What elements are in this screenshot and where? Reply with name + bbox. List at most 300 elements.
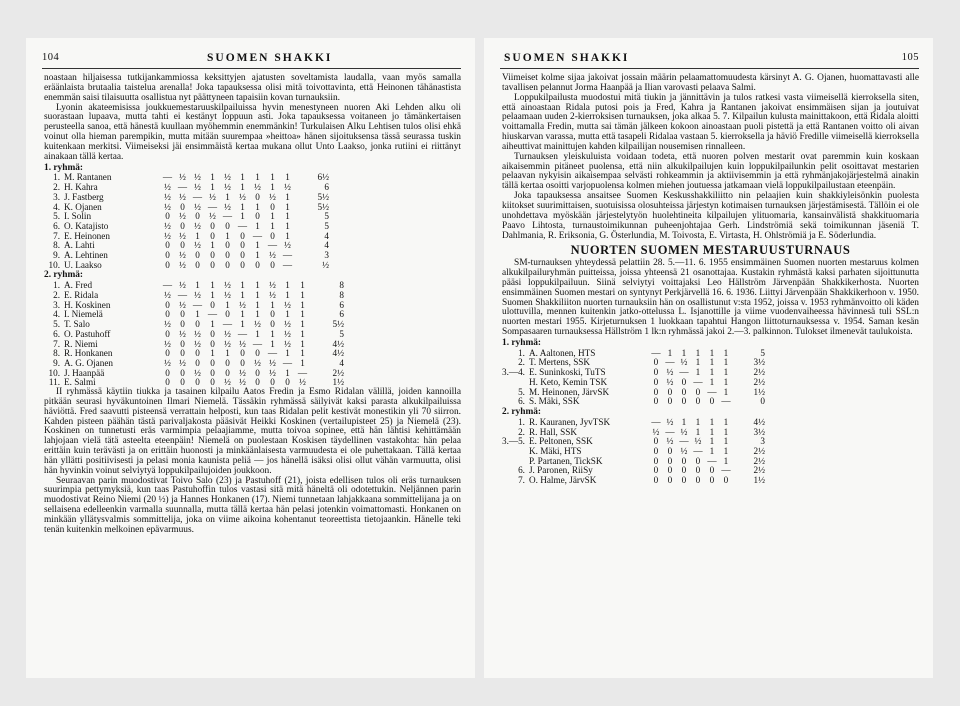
score-cell: ½ — [239, 338, 246, 349]
score-cell: 0 — [695, 455, 701, 466]
score-cell: 0 — [180, 201, 185, 212]
player-name-cell: M. Rantanen — [64, 172, 112, 183]
score-cell: 1 — [285, 172, 290, 183]
player-name-cell: J. Haanpää — [64, 367, 105, 378]
total-cell: 5 — [760, 347, 765, 358]
score-cell: 0 — [681, 396, 687, 407]
score-cell: 1 — [709, 357, 715, 368]
score-cell: 1 — [681, 416, 687, 427]
rank-cell: 5. — [53, 319, 60, 330]
score-cell: ½ — [254, 182, 261, 193]
rank-cell: 4. — [53, 201, 60, 212]
score-cell: 0 — [180, 309, 185, 320]
score-cell: — — [282, 357, 293, 368]
total-cell: 2½ — [753, 367, 765, 378]
score-cell: 1 — [723, 445, 729, 456]
score-cell: 1 — [285, 290, 290, 301]
score-cell: 1 — [195, 309, 200, 320]
rank-cell: 2. — [518, 426, 525, 437]
score-cell: — — [665, 426, 675, 437]
score-cell: 1 — [255, 299, 260, 310]
total-cell: 5 — [324, 211, 329, 222]
score-cell: 0 — [255, 191, 260, 202]
player-name-cell: A. Aaltonen, HTS — [528, 347, 596, 358]
score-cell: ½ — [194, 201, 201, 212]
score-cell: ½ — [254, 319, 261, 330]
total-cell: 6 — [324, 182, 329, 193]
score-cell: 1 — [300, 328, 305, 339]
score-cell: 0 — [180, 367, 185, 378]
player-name-cell: U. Laakso — [64, 259, 102, 270]
score-cell: 0 — [180, 319, 185, 330]
score-cell: 1 — [300, 319, 305, 330]
score-cell: ½ — [269, 357, 276, 368]
score-cell: — — [237, 328, 248, 339]
score-cell: 1 — [255, 280, 260, 291]
rank-cell: 1. — [53, 280, 60, 291]
score-cell: 0 — [210, 357, 215, 368]
score-cell: 1 — [270, 338, 275, 349]
score-cell: ½ — [194, 220, 201, 231]
score-cell: 0 — [681, 386, 687, 397]
total-cell: 4 — [324, 230, 329, 241]
score-cell: ½ — [239, 299, 246, 310]
player-name-cell: H. Koskinen — [64, 299, 111, 310]
left-page — [26, 38, 475, 678]
rank-cell: 2. — [53, 182, 60, 193]
score-cell: 1 — [225, 230, 230, 241]
player-name-cell: R. Niemi — [64, 338, 98, 349]
running-header — [42, 52, 461, 68]
score-cell: — — [679, 436, 689, 447]
score-cell: ½ — [224, 338, 231, 349]
score-cell: 1 — [723, 357, 729, 368]
rank-cell: 7. — [53, 338, 60, 349]
score-cell: ½ — [694, 436, 702, 447]
score-cell: ½ — [194, 328, 201, 339]
player-name-cell: K. Ojanen — [64, 201, 102, 212]
total-cell: 6 — [339, 309, 344, 320]
left-body — [44, 74, 461, 536]
score-cell: ½ — [224, 172, 231, 183]
score-cell: ½ — [164, 319, 171, 330]
score-cell: 1 — [709, 445, 715, 456]
table-row — [44, 261, 329, 271]
score-cell: 1 — [285, 367, 290, 378]
score-cell: 0 — [210, 220, 215, 231]
score-cell: ½ — [164, 182, 171, 193]
score-cell: 1 — [667, 347, 673, 358]
score-cell: 1 — [270, 172, 275, 183]
score-cell: — — [707, 455, 717, 466]
score-cell: 0 — [667, 386, 673, 397]
score-cell: 1 — [210, 348, 215, 359]
score-cell: ½ — [269, 191, 276, 202]
rank-cell: 1. — [53, 172, 60, 183]
score-cell: — — [207, 309, 218, 320]
score-cell: 1 — [300, 299, 305, 310]
score-cell: 1 — [709, 347, 715, 358]
score-cell: 0 — [225, 357, 230, 368]
score-cell: 0 — [240, 250, 245, 261]
score-cell: 0 — [240, 230, 245, 241]
score-cell: 0 — [240, 357, 245, 368]
rank-cell: 10. — [48, 367, 60, 378]
score-cell: 1 — [210, 280, 215, 291]
score-cell: 1 — [210, 290, 215, 301]
header-rule — [42, 68, 461, 69]
score-cell: 0 — [709, 396, 715, 407]
score-cell: 1 — [285, 280, 290, 291]
player-name-cell: H. Keto, Kemin TSK — [528, 376, 608, 387]
score-cell: ½ — [284, 319, 291, 330]
score-cell: ½ — [680, 426, 688, 437]
score-cell: 1 — [695, 357, 701, 368]
score-cell: 0 — [195, 250, 200, 261]
score-cell: ½ — [194, 338, 201, 349]
score-cell: ½ — [239, 367, 246, 378]
score-cell: ½ — [179, 328, 186, 339]
score-cell: — — [192, 191, 203, 202]
score-cell: ½ — [179, 172, 186, 183]
score-cell: 1 — [723, 376, 729, 387]
score-cell: ½ — [666, 376, 674, 387]
score-cell: 1 — [255, 201, 260, 212]
score-cell: ½ — [224, 280, 231, 291]
score-cell: — — [665, 357, 675, 368]
paragraph: noastaan hiljaisessa tutkijankammiossa keksittyjen ajatusten soveltamista laudalla, vaan myös samalla eräänlaista brutaalia taistelua arenalla! Joka tapauksessa olisi mitä toivottavinta, että Heinonen tähänastista enemmän saisi tilaisuutta osallistua nyt päättyneen tapaisiin kovan turnauksiin. — [44, 73, 461, 103]
right-body — [502, 74, 919, 486]
score-cell: 1 — [240, 309, 245, 320]
paragraph: II ryhmässä käytiin tiukka ja tasainen kilpailu Aatos Fredin ja Esmo Ridalan välillä, joiden kannoilla pitkään seurasi hyväkuntoinen Ilmari Niemelä. Tässäkin ryhmässä säilyivät kaksi parasta alkukilpailuissa häviöttä. Fred saavutti pisteensä verrattain helposti, kun taas Ridalan pelit kestivät monestikin yli 70 siirron. Kahden pisteen päähän tästä parivaljakosta pääsivät Heikki Koskinen (vertailupisteet 25) ja Niemelä (23). Koskinen on tunnetusti eräs varmimpia pelaajiamme, mutta toivoa sopinee, että hän lähtisi kehittämään lahjojaan vielä tätä asteelta eteenpäin! Niemelä on puolestaan Koskisen täydellinen vastakohta: hän pelaa erittäin kuin terävästi ja on erittäin huonosti ja minkäänlaisesta varmuudesta ei ole puhettakaan. Tällä kertaa hän yllätti positiivisesti ja pelasi monia kaunista peliä — jos hänellä isäksi olisi ollut vähän varmuutta, olisi hän hyvinkin voinut selviytyä loppukilpailujoiden joukkoon. — [44, 387, 461, 476]
rank-cell: 3. — [53, 299, 60, 310]
score-cell: 0 — [255, 348, 260, 359]
score-cell: ½ — [209, 191, 216, 202]
player-name-cell: O. Pastuhoff — [64, 328, 111, 339]
score-cell: ½ — [209, 211, 216, 222]
total-cell: 1½ — [753, 475, 765, 486]
score-cell: ½ — [164, 230, 171, 241]
score-cell: 1 — [240, 172, 245, 183]
score-cell: 0 — [240, 348, 245, 359]
player-name-cell: I. Niemelä — [64, 309, 103, 320]
score-cell: — — [282, 250, 293, 261]
player-name-cell: J. Paronen, RiiSy — [528, 465, 593, 476]
score-cell: 1 — [709, 367, 715, 378]
score-cell: 0 — [681, 376, 687, 387]
score-cell: ½ — [269, 280, 276, 291]
score-cell: ½ — [164, 220, 171, 231]
total-cell: 2½ — [753, 465, 765, 476]
score-cell: 0 — [165, 309, 170, 320]
score-cell: 1 — [285, 220, 290, 231]
rank-cell: 8. — [53, 348, 60, 359]
score-cell: 0 — [681, 455, 687, 466]
total-cell: 5 — [324, 220, 329, 231]
score-cell: 1 — [300, 357, 305, 368]
player-name-cell: E. Salmi — [64, 377, 96, 388]
score-cell: ½ — [194, 182, 201, 193]
total-cell: 2½ — [753, 455, 765, 466]
score-cell: ½ — [224, 182, 231, 193]
score-cell: 1 — [285, 211, 290, 222]
score-cell: 1 — [195, 230, 200, 241]
crosstable-group1 — [44, 173, 329, 270]
player-name-cell: E. Peltonen, SSK — [528, 436, 593, 447]
score-cell: 0 — [709, 465, 715, 476]
score-cell: 0 — [653, 445, 659, 456]
rank-cell: 6. — [518, 465, 525, 476]
score-cell: 0 — [653, 367, 659, 378]
score-cell: — — [177, 290, 188, 301]
score-cell: 0 — [667, 465, 673, 476]
score-cell: 0 — [165, 377, 170, 388]
score-cell: 1 — [255, 240, 260, 251]
score-cell: 0 — [667, 455, 673, 466]
score-cell: 1 — [255, 309, 260, 320]
score-cell: 0 — [653, 376, 659, 387]
paragraph: Loppukilpailusta muodostui mitä tiukin ja jännittävin ja tulos ratkesi vasta viimeisellä kierroksella siten, että ainoastaan Ridala putosi pois ja Fred, Kahra ja Rantanen jakoivat ensimmäisen sijan ja joutuivat pelaamaan uuden 2-kierroksisen turnauksen, joka alkaa 5. 7. Kilpailun kulusta mainittakoon, että Ridala aloitti voittamalla Fredin, mutta sai tämän jälkeen kokoon ainoastaan puoli pistettä ja että Rantanen voitto oli aivan hiuskarvan varassa, mutta että tasapeli Ridalaa vastaan 5. kierroksella ja häviö Fredille viimeisellä kierroksella aiheuttivat mainittujen kahden kilpailijan nousemisen rinnalleen. — [502, 92, 919, 152]
score-cell: 1 — [709, 416, 715, 427]
score-cell: 0 — [667, 445, 673, 456]
score-cell: ½ — [179, 259, 186, 270]
score-cell: 1 — [270, 328, 275, 339]
score-cell: 1 — [270, 182, 275, 193]
score-cell: 0 — [709, 475, 715, 486]
score-cell: 0 — [180, 338, 185, 349]
score-cell: 0 — [653, 455, 659, 466]
player-name-cell: T. Mertens, SSK — [528, 357, 591, 368]
total-cell: 5½ — [332, 319, 344, 330]
score-cell: 1 — [285, 191, 290, 202]
score-cell: ½ — [269, 367, 276, 378]
score-cell: 0 — [653, 465, 659, 476]
rank-cell — [502, 447, 529, 457]
score-cell: ½ — [164, 201, 171, 212]
score-cell: ½ — [666, 367, 674, 378]
score-cell: 0 — [195, 357, 200, 368]
score-cell: 0 — [210, 230, 215, 241]
score-cell: ½ — [164, 357, 171, 368]
rank-cell: 7. — [518, 475, 525, 486]
score-cell: 0 — [270, 259, 275, 270]
score-cell: 0 — [255, 377, 260, 388]
rank-cell: 1. — [518, 416, 525, 427]
total-cell: 3 — [324, 250, 329, 261]
score-cell: 1 — [695, 347, 701, 358]
score-cell: 1 — [709, 376, 715, 387]
rank-cell: 2. — [53, 290, 60, 301]
score-cell: 1 — [723, 436, 729, 447]
score-cell: ½ — [666, 416, 674, 427]
score-cell: 1 — [300, 290, 305, 301]
total-cell: ½ — [322, 259, 329, 270]
total-cell: 5 — [339, 328, 344, 339]
score-cell: 1 — [723, 455, 729, 466]
total-cell: 4½ — [753, 416, 765, 427]
table-row — [502, 476, 765, 486]
score-cell: 0 — [195, 211, 200, 222]
score-cell: — — [651, 347, 661, 358]
score-cell: 1 — [681, 347, 687, 358]
right-page — [484, 38, 933, 678]
rank-cell: 8. — [53, 240, 60, 251]
score-cell: 0 — [681, 475, 687, 486]
score-cell: 1 — [240, 280, 245, 291]
score-cell: — — [707, 386, 717, 397]
score-cell: 1 — [270, 220, 275, 231]
score-cell: ½ — [299, 377, 306, 388]
total-cell: 2½ — [332, 367, 344, 378]
score-cell: — — [721, 465, 731, 476]
total-cell: 1½ — [753, 386, 765, 397]
rank-cell: 4. — [53, 309, 60, 320]
score-cell: ½ — [179, 357, 186, 368]
paragraph: Joka tapauksessa ansaitsee Suomen Keskusshakkiliitto nin pelaajien kuin shakkiyleisönkin puolesta kiitokset suurimittaisen, suotuisissa olosuhteissa järjestyn kotimaisen turnauksen järjestämisestä. Tällöin ei ole unohdettava myöskään järjestelytyön huolehtineita kilpailujen ylituomaria, kansainvälistä shakkituomaria Paavo Lihtosta, turnaustoimikunnan puheenjohtajaa Gerh. Lindströmiä sekä toimikunnan jäseniä T. Dahlmania, R. Eriksonia, G. Österlundia, M. Toivosta, E. Virtasta, H. Ohlströmiä ja E. Söderlundia. — [502, 191, 919, 241]
score-cell: — — [267, 240, 278, 251]
score-cell: 0 — [240, 240, 245, 251]
score-cell: 0 — [165, 367, 170, 378]
group-label: 2. ryhmä: — [502, 407, 542, 417]
score-cell: ½ — [284, 240, 291, 251]
player-name-cell: P. Partanen, TickSK — [528, 455, 603, 466]
score-cell: 0 — [653, 436, 659, 447]
player-name-cell: T. Salo — [64, 319, 90, 330]
score-cell: 0 — [653, 475, 659, 486]
page-number: 104 — [42, 52, 60, 63]
score-cell: ½ — [269, 250, 276, 261]
score-cell: 1 — [255, 172, 260, 183]
score-cell: ½ — [254, 357, 261, 368]
score-cell: 1 — [300, 338, 305, 349]
score-cell: — — [721, 396, 731, 407]
score-cell: 1 — [300, 309, 305, 320]
player-name-cell: E. Heinonen — [64, 230, 110, 241]
score-cell: 0 — [270, 201, 275, 212]
total-cell: 2½ — [753, 376, 765, 387]
score-cell: 1 — [210, 240, 215, 251]
score-cell: 0 — [165, 259, 170, 270]
total-cell: 8 — [339, 290, 344, 301]
score-cell: 1 — [285, 230, 290, 241]
score-cell: 0 — [180, 240, 185, 251]
crosstable-group2 — [502, 418, 765, 486]
score-cell: 1 — [723, 347, 729, 358]
rank-cell: 6. — [518, 396, 525, 407]
score-cell: 0 — [195, 348, 200, 359]
total-cell: 1½ — [332, 377, 344, 388]
player-name-cell: E. Suninkoski, TuTS — [528, 367, 606, 378]
running-title: SUOMEN SHAKKI — [504, 52, 630, 64]
score-cell: 1 — [285, 201, 290, 212]
score-cell: 1 — [210, 172, 215, 183]
score-cell: 1 — [709, 426, 715, 437]
player-name-cell: M. Heinonen, JärvSK — [528, 386, 610, 397]
score-cell: ½ — [164, 290, 171, 301]
score-cell: 1 — [240, 201, 245, 212]
total-cell: 5½ — [317, 191, 329, 202]
player-name-cell: A. Lahti — [64, 240, 95, 251]
score-cell: — — [237, 220, 248, 231]
total-cell: 3 — [760, 436, 765, 447]
score-cell: 0 — [695, 465, 701, 476]
score-cell: 1 — [255, 250, 260, 261]
score-cell: ½ — [269, 290, 276, 301]
score-cell: — — [252, 338, 263, 349]
paragraph: Lyonin akateemisissa joukkuemestaruuskilpailuissa hyvin menestyneen nuoren Aki Lehden alku oli suorastaan lupaava, mutta tahti ei kestänyt loppuun asti. Joka tapauksessa voitaneen jo tämänkertaisen perusteella sanoa, että hänestä kuullaan myöhemmin enemmänkin! Turkulaisen Alku Lehtisen tulos olisi ehkä voinut olla hieman parempikin, mutta mitään suurempaa »heittoa» hänen sijoituksensa tässä seurassa tuskin kuitenkaan merkitsi. Viimeiseksi jäi ensimmäistä kertaa mukana ollut Unto Laakso, jonka rutiini ei riittänyt ainakaan tällä kertaa. — [44, 102, 461, 162]
score-cell: — — [162, 280, 173, 291]
score-cell: — — [222, 211, 233, 222]
header-rule — [500, 68, 919, 69]
score-cell: 0 — [210, 367, 215, 378]
score-cell: ½ — [239, 377, 246, 388]
score-cell: 1 — [255, 328, 260, 339]
score-cell: 0 — [180, 220, 185, 231]
score-cell: ½ — [224, 290, 231, 301]
score-cell: — — [162, 172, 173, 183]
total-cell: 4½ — [332, 348, 344, 359]
score-cell: 0 — [225, 250, 230, 261]
score-cell: 0 — [695, 386, 701, 397]
score-cell: 1 — [195, 280, 200, 291]
score-cell: — — [693, 445, 703, 456]
score-cell: 1 — [240, 182, 245, 193]
score-cell: 1 — [300, 348, 305, 359]
score-cell: 0 — [255, 259, 260, 270]
crosstable-group1 — [502, 349, 765, 407]
score-cell: 0 — [210, 328, 215, 339]
paragraph: Seuraavan parin muodostivat Toivo Salo (23) ja Pastuhoff (21), joista edellisen tulos oli eräs turnauksen suurimpia pettymyksiä, kun taas Pastuhoffin tulos vastasi sitä mitä häneltä oli odotettukin. Neljännen parin muodostivat Reino Niemi (20 ½) ja Hannes Honkanen (17). Niemi tunnetaan lahjakkaana sommittelijana ja on sellaisena edelleenkin varmalla suunnalla, mutta tällä kertaa hän pelasi jotenkin voimattomasti. Honkanen on minkään yllätysvalmis sommittelija, joka on viime aikoina kohentanut teoreettista tietojaankin. Hänelle teki tenän kuitenkin melkoinen epävarmuus. — [44, 475, 461, 535]
score-cell: — — [651, 416, 661, 427]
rank-cell: 11. — [48, 377, 60, 388]
score-cell: 1 — [709, 436, 715, 447]
score-cell: 1 — [255, 290, 260, 301]
score-cell: — — [267, 348, 278, 359]
score-cell: 1 — [723, 426, 729, 437]
score-cell: 1 — [255, 220, 260, 231]
score-cell: 0 — [225, 309, 230, 320]
score-cell: ½ — [666, 436, 674, 447]
running-title: SUOMEN SHAKKI — [207, 52, 333, 64]
score-cell: ½ — [194, 240, 201, 251]
total-cell: 2½ — [753, 445, 765, 456]
score-cell: ½ — [179, 230, 186, 241]
player-name-cell: E. Ridala — [64, 290, 99, 301]
score-cell: 0 — [210, 299, 215, 310]
table-row — [502, 397, 765, 407]
rank-cell: 3.—5. — [502, 436, 525, 447]
score-cell: — — [192, 299, 203, 310]
score-cell: ½ — [239, 191, 246, 202]
score-cell: 1 — [210, 319, 215, 330]
score-cell: 0 — [653, 386, 659, 397]
score-cell: 0 — [270, 319, 275, 330]
player-name-cell: A. G. Ojanen — [64, 357, 113, 368]
score-cell: — — [297, 367, 308, 378]
rank-cell: 1. — [518, 347, 525, 358]
paragraph: Viimeiset kolme sijaa jakoivat jossain määrin pelaamattomuudesta kärsinyt A. G. Ojanen, huomattavasti alle tavallisen pelannut Jorma Haanpää ja Ilian varovasti pelaava Salmi. — [502, 73, 919, 93]
score-cell: 0 — [255, 367, 260, 378]
player-name-cell: R. Hall, SSK — [528, 426, 577, 437]
score-cell: — — [177, 182, 188, 193]
score-cell: 1 — [210, 182, 215, 193]
score-cell: 1 — [225, 299, 230, 310]
score-cell: 0 — [165, 328, 170, 339]
score-cell: 0 — [270, 230, 275, 241]
score-cell: 0 — [165, 211, 170, 222]
score-cell: ½ — [194, 367, 201, 378]
rank-cell: 7. — [53, 230, 60, 241]
